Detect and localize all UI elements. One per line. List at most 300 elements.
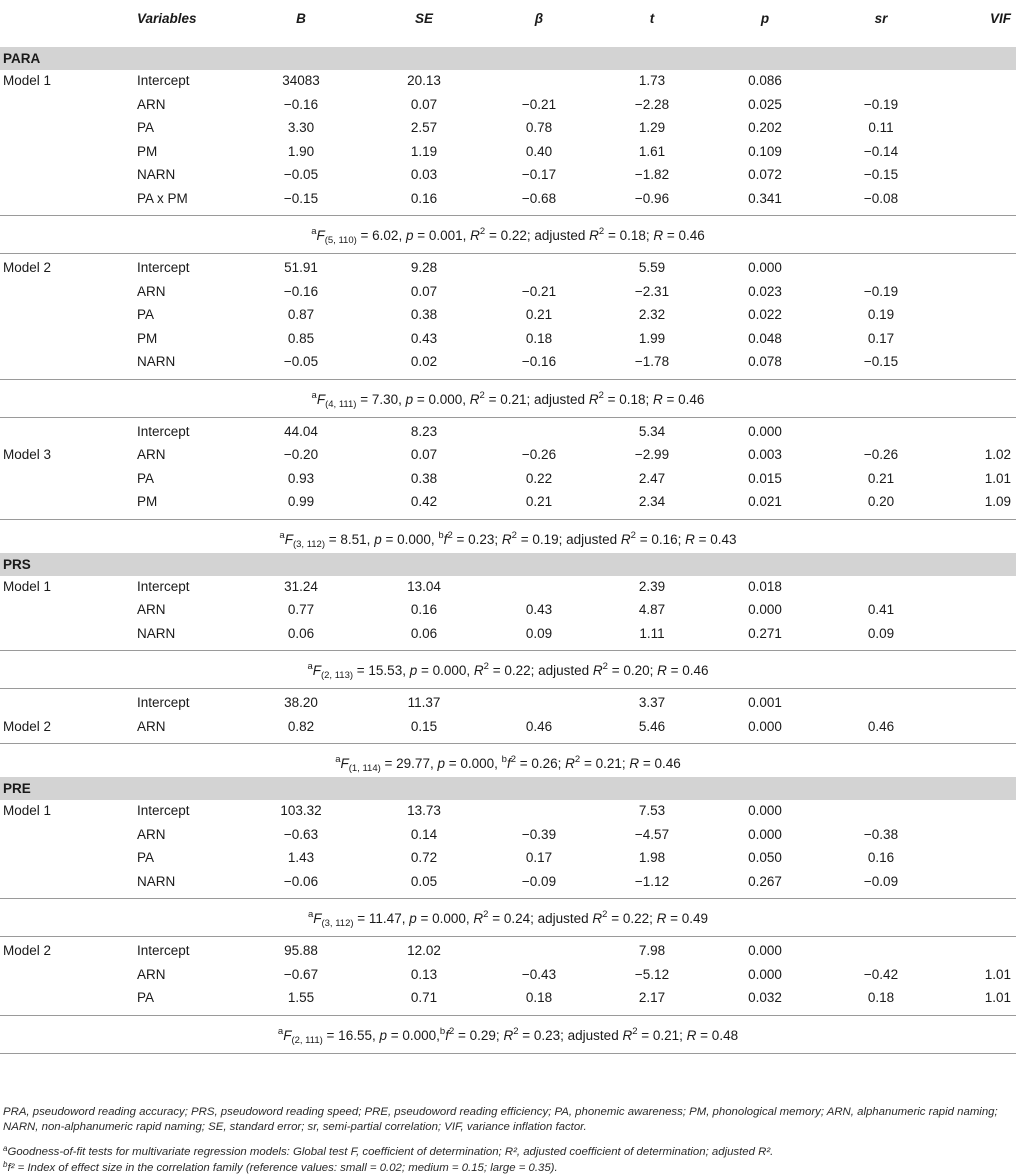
header-b: B [296, 11, 306, 26]
table-row [0, 164, 1016, 187]
cell-se: 0.42 [410, 494, 438, 509]
header-p: p [760, 11, 770, 26]
cell-se: 0.72 [410, 850, 438, 865]
cell-b: 0.99 [287, 494, 315, 509]
cell-vif: 1.01 [984, 990, 1011, 1005]
stat-symbol: R [588, 391, 599, 407]
cell-t: 7.53 [638, 803, 666, 818]
cell-se: 11.37 [407, 695, 441, 710]
cell-variable: ARN [137, 283, 166, 299]
stat-symbol: R [622, 1027, 633, 1043]
header-sr: sr [874, 11, 888, 26]
superscript: 2 [630, 529, 636, 541]
cell-p: 0.032 [748, 990, 782, 1005]
table-row [0, 281, 1016, 304]
divider-line [0, 417, 1016, 418]
superscript: 2 [574, 754, 581, 765]
cell-se: 0.03 [410, 167, 438, 182]
cell-se: 0.02 [410, 354, 438, 369]
superscript: 2 [510, 754, 516, 765]
stat-symbol: R [469, 391, 480, 407]
stat-symbol: R [686, 1027, 697, 1043]
table-row [0, 351, 1016, 374]
divider-line [0, 519, 1016, 520]
footnote-a: $^a$Goodness-of-fit tests for multivariate regression models: Global test F, coefficient of determination; R², adjusted coefficient of determination; adjusted R². [3, 1144, 774, 1158]
cell-variable: PM [137, 330, 158, 346]
footnote-mark: a [307, 909, 314, 920]
cell-b: 34083 [282, 73, 320, 88]
cell-p: 0.000 [748, 966, 782, 982]
table-row [0, 847, 1016, 870]
table-row [0, 328, 1016, 351]
cell-beta: 0.21 [525, 494, 553, 509]
table-row [0, 716, 1016, 739]
cell-se: 20.13 [407, 73, 441, 88]
cell-variable: PA [137, 470, 155, 486]
superscript: 2 [483, 909, 489, 920]
cell-t: 4.87 [638, 602, 666, 617]
cell-t: 7.98 [638, 943, 666, 958]
cell-p: 0.050 [748, 850, 782, 865]
cell-t: −1.12 [634, 873, 670, 889]
cell-p: 0.025 [748, 96, 782, 112]
cell-beta: −0.21 [521, 283, 557, 299]
cell-b: −0.05 [283, 167, 319, 182]
cell-b: −0.63 [283, 826, 319, 842]
cell-b: 31.24 [284, 578, 318, 594]
cell-variable: PA [137, 990, 155, 1005]
cell-beta: 0.18 [525, 330, 553, 346]
cell-sr: 0.41 [867, 602, 895, 617]
cell-sr: −0.38 [863, 826, 899, 842]
table-row [0, 188, 1016, 211]
cell-se: 13.04 [407, 578, 441, 594]
divider-line [0, 253, 1016, 254]
stat-symbol: F [316, 391, 326, 407]
stat-symbol: p [405, 228, 414, 243]
fit-statistics: $^aF_{(1, 114)} = 29.77$, p = 0.000, $^bf^2 = 0.26$; $R^2 = 0.21$; R = 0.46 [335, 754, 681, 774]
superscript: 2 [448, 1025, 455, 1037]
cell-b: −0.16 [283, 283, 319, 299]
superscript: 2 [598, 226, 605, 237]
superscript: 2 [602, 661, 608, 672]
section-label: PRS [3, 556, 31, 572]
cell-b: 103.32 [280, 803, 322, 818]
section-label: PARA [3, 51, 41, 66]
cell-beta: −0.21 [521, 96, 557, 112]
stat-symbol: R [653, 391, 663, 407]
model-label: Model 1 [3, 803, 52, 818]
fit-statistics: $^aF_{(4, 111)} = 7.30$, p = 0.000, $R^2 = 0.21$; adjusted $R^2 = 0.18$; R = 0.46 [311, 389, 705, 410]
cell-se: 8.23 [410, 423, 438, 439]
cell-variable: Intercept [137, 803, 190, 818]
section-header [0, 47, 1016, 70]
cell-variable: ARN [137, 447, 166, 462]
cell-se: 0.16 [410, 190, 438, 206]
cell-beta: −0.43 [521, 966, 557, 982]
fit-df: (4, 111) [325, 398, 357, 410]
stat-symbol: R [656, 911, 667, 926]
table-row [0, 257, 1016, 280]
cell-t: 5.34 [638, 423, 666, 439]
cell-variable: PA [137, 307, 155, 322]
cell-p: 0.341 [748, 190, 782, 206]
cell-sr: −0.09 [863, 873, 899, 889]
cell-p: 0.086 [748, 73, 782, 88]
stat-symbol: R [685, 531, 695, 547]
cell-t: 1.99 [638, 330, 666, 346]
model-label: Model 1 [3, 73, 52, 88]
table-row [0, 940, 1016, 963]
stat-symbol: R [589, 228, 599, 243]
cell-p: 0.000 [748, 718, 782, 734]
stat-symbol: R [501, 531, 512, 547]
cell-p: 0.000 [748, 803, 782, 818]
header-variables: Variables [137, 11, 197, 26]
cell-sr: 0.18 [867, 990, 895, 1005]
superscript: 2 [513, 1025, 519, 1037]
cell-p: 0.023 [748, 283, 782, 299]
fit-statistics: $^aF_{(2, 111)} = 16.55$, $p = 0.000,^bf^2 = 0.29$; $R^2 = 0.23$; adjusted $R^2 = 0.21$; R = 0.48 [277, 1025, 739, 1046]
cell-beta: 0.17 [525, 850, 553, 865]
cell-p: 0.000 [748, 826, 782, 842]
cell-se: 0.06 [410, 625, 438, 641]
cell-se: 0.14 [410, 826, 438, 842]
footnote-mark: a [277, 1025, 284, 1037]
cell-b: −0.06 [283, 873, 319, 889]
cell-vif: 1.09 [984, 494, 1011, 509]
cell-sr: −0.19 [863, 96, 899, 112]
cell-beta: 0.46 [525, 718, 553, 734]
fit-df: (3, 112) [321, 918, 354, 929]
table-row [0, 800, 1016, 823]
superscript: 2 [598, 389, 604, 401]
cell-p: 0.000 [748, 423, 782, 439]
cell-sr: 0.21 [867, 470, 895, 486]
cell-se: 0.38 [410, 470, 438, 486]
stat-symbol: R [620, 531, 631, 547]
superscript: 2 [447, 529, 453, 541]
footnote-abbreviations: PRA, pseudoword reading accuracy; PRS, pseudoword reading speed; PRE, pseudoword reading efficiency; PA, phonemic awareness; PM, phonological memory; ARN, alphanumeric rapid naming; NARN, non-alphanumeric rapid naming; SE, standard error; sr, semi-partial correlation; VIF, variance inflation factor. [3, 1106, 998, 1133]
cell-b: 1.43 [287, 850, 315, 865]
cell-t: 2.47 [638, 470, 666, 486]
cell-t: 1.29 [638, 120, 666, 135]
cell-b: 0.85 [287, 330, 315, 346]
cell-beta: 0.40 [525, 143, 553, 159]
cell-p: 0.078 [748, 354, 782, 369]
divider-line [0, 743, 1016, 744]
cell-sr: 0.46 [867, 718, 895, 734]
cell-t: 5.59 [638, 260, 666, 275]
divider-line [0, 1015, 1016, 1016]
stat-symbol: F [316, 228, 325, 243]
table-row [0, 117, 1016, 140]
model-label: Model 2 [3, 943, 52, 958]
cell-beta: 0.78 [525, 120, 553, 135]
cell-p: 0.072 [748, 167, 782, 182]
fit-df: (2, 113) [320, 670, 354, 681]
cell-b: 95.88 [284, 943, 318, 958]
section-label: PRE [3, 781, 31, 796]
footnote-mark: b [501, 754, 507, 765]
cell-sr: 0.16 [867, 850, 895, 865]
fit-statistics: $^aF_{(3, 112)} = 11.47$, p = 0.000, $R^2 = 0.24$; adjusted $R^2 = 0.22$; R = 0.49 [307, 909, 709, 929]
header-se: SE [414, 11, 434, 26]
stat-symbol: R [629, 756, 640, 771]
cell-sr: 0.20 [867, 494, 895, 509]
cell-p: 0.000 [748, 260, 782, 275]
cell-sr: 0.19 [867, 307, 895, 322]
cell-sr: −0.08 [863, 190, 899, 206]
cell-variable: ARN [137, 826, 166, 842]
cell-se: 2.57 [410, 120, 438, 135]
divider-line [0, 1053, 1016, 1054]
fit-df: (3, 112) [292, 538, 326, 550]
superscript: 2 [511, 529, 517, 541]
fit-statistics: $^aF_{(5, 110)} = 6.02$, p = 0.001, $R^2 = 0.22$; adjusted $R^2 = 0.18$; R = 0.46 [311, 226, 705, 246]
model-label: Model 1 [3, 578, 52, 594]
table-header [0, 0, 1016, 38]
cell-variable: Intercept [137, 695, 190, 710]
stat-symbol: F [312, 663, 321, 678]
model-label: Model 2 [3, 260, 52, 275]
stat-symbol: p [409, 911, 417, 926]
header-beta: β [534, 11, 544, 26]
footnote-mark: a [279, 529, 285, 541]
cell-se: 0.07 [410, 447, 438, 462]
stat-symbol: p [437, 756, 445, 771]
cell-variable: NARN [137, 354, 176, 369]
cell-t: 2.39 [638, 578, 666, 594]
superscript: 2 [602, 909, 608, 920]
cell-p: 0.021 [748, 494, 782, 509]
cell-t: 1.11 [639, 625, 665, 641]
stat-symbol: R [503, 1027, 514, 1043]
table-row [0, 491, 1016, 514]
stat-symbol: R [473, 911, 484, 926]
cell-variable: PM [137, 143, 158, 159]
fit-statistics: $^aF_{(3, 112)} = 8.51$, p = 0.000, $^bf^2 = 0.23$; $R^2 = 0.19$; adjusted $R^2 = 0.16$; R = 0.43 [279, 529, 737, 550]
cell-t: −0.96 [634, 190, 670, 206]
cell-se: 0.71 [410, 990, 438, 1005]
cell-b: 44.04 [284, 423, 318, 439]
cell-variable: ARN [137, 718, 166, 734]
cell-variable: Intercept [137, 260, 190, 275]
table-row [0, 576, 1016, 599]
stat-symbol: p [374, 531, 382, 547]
fit-df: (1, 114) [348, 763, 381, 774]
cell-variable: ARN [137, 966, 166, 982]
fit-statistics: $^aF_{(2, 113)} = 15.53$, p = 0.000, $R^2 = 0.22$; adjusted $R^2 = 0.20$; R = 0.46 [307, 661, 709, 681]
table-row [0, 304, 1016, 327]
cell-beta: −0.39 [521, 826, 557, 842]
cell-beta: −0.26 [521, 447, 557, 462]
stat-symbol: p [409, 663, 418, 678]
cell-b: 1.55 [287, 990, 315, 1005]
cell-t: −5.12 [634, 966, 670, 982]
stat-symbol: F [340, 756, 349, 771]
cell-variable: PA [137, 120, 155, 135]
cell-b: −0.16 [283, 96, 319, 112]
table-row [0, 599, 1016, 622]
table-row [0, 468, 1016, 491]
cell-vif: 1.01 [984, 470, 1011, 486]
cell-variable: Intercept [137, 943, 190, 958]
cell-t: 5.46 [638, 718, 666, 734]
table-row [0, 70, 1016, 93]
cell-p: 0.000 [748, 602, 782, 617]
stat-symbol: R [653, 228, 664, 243]
cell-variable: NARN [137, 167, 176, 182]
cell-t: −2.31 [634, 283, 670, 299]
fit-df: (2, 111) [291, 1034, 323, 1046]
cell-b: 1.90 [287, 143, 315, 159]
cell-beta: −0.17 [521, 167, 557, 182]
stat-symbol: p [379, 1027, 387, 1043]
cell-p: 0.018 [748, 578, 782, 594]
table-row [0, 692, 1016, 715]
cell-sr: −0.42 [863, 966, 899, 982]
table-row [0, 141, 1016, 164]
cell-t: 2.34 [638, 494, 666, 509]
footnote-mark: a [311, 389, 317, 401]
cell-se: 0.43 [410, 330, 438, 346]
table-row [0, 94, 1016, 117]
stat-symbol: R [565, 756, 575, 771]
divider-line [0, 379, 1016, 380]
section-header [0, 553, 1016, 576]
footnote-b: $^b$f² = Index of effect size in the correlation family (reference values: small = 0.02; medium = 0.15; large = 0.35). [3, 1160, 558, 1174]
fit-df: (5, 110) [324, 235, 357, 246]
footnote-mark: a [335, 754, 341, 765]
cell-se: 0.07 [410, 283, 438, 299]
cell-p: 0.048 [748, 330, 782, 346]
footnote-mark: b [439, 1025, 446, 1037]
cell-t: 1.98 [638, 850, 666, 865]
footnote-mark: b [438, 529, 444, 541]
cell-sr: −0.15 [863, 354, 899, 369]
cell-sr: −0.26 [863, 447, 899, 462]
cell-p: 0.000 [748, 943, 782, 958]
cell-variable: NARN [137, 873, 176, 889]
cell-p: 0.267 [748, 873, 782, 889]
stat-symbol: R [592, 663, 603, 678]
cell-b: 38.20 [284, 695, 318, 710]
cell-t: −1.82 [634, 167, 670, 182]
cell-beta: −0.16 [521, 354, 557, 369]
table-row [0, 871, 1016, 894]
cell-t: 2.17 [638, 990, 666, 1005]
cell-sr: 0.09 [867, 625, 895, 641]
table-row [0, 444, 1016, 467]
cell-b: 0.82 [287, 718, 315, 734]
cell-sr: −0.15 [863, 167, 899, 182]
stat-symbol: F [313, 911, 322, 926]
cell-variable: ARN [137, 602, 166, 617]
cell-variable: PA x PM [137, 190, 188, 206]
cell-b: 51.91 [284, 260, 318, 275]
cell-b: 3.30 [287, 120, 315, 135]
cell-p: 0.003 [748, 447, 782, 462]
cell-t: 2.32 [638, 307, 666, 322]
table-row [0, 964, 1016, 987]
footnote-mark: a [311, 226, 317, 237]
cell-t: 1.73 [638, 73, 666, 88]
table-row [0, 623, 1016, 646]
cell-t: 3.37 [638, 695, 666, 710]
superscript: 2 [632, 1025, 638, 1037]
cell-se: 13.73 [407, 803, 441, 818]
cell-p: 0.271 [748, 625, 782, 641]
cell-beta: 0.21 [525, 307, 553, 322]
divider-line [0, 898, 1016, 899]
cell-se: 12.02 [407, 943, 441, 958]
stat-symbol: f [443, 531, 448, 547]
cell-beta: 0.43 [525, 602, 553, 617]
cell-b: 0.77 [287, 602, 315, 617]
superscript: 2 [483, 661, 489, 672]
cell-variable: Intercept [137, 423, 190, 439]
cell-se: 0.38 [410, 307, 438, 322]
divider-line [0, 936, 1016, 937]
cell-variable: ARN [137, 96, 166, 112]
cell-se: 0.05 [410, 873, 438, 889]
superscript: 2 [479, 389, 485, 401]
model-label: Model 3 [3, 447, 52, 462]
cell-variable: Intercept [137, 73, 190, 88]
divider-line [0, 688, 1016, 689]
stat-symbol: R [657, 663, 667, 678]
cell-variable: NARN [137, 625, 176, 641]
superscript: 2 [479, 226, 486, 237]
cell-se: 0.13 [410, 966, 438, 982]
cell-b: 0.87 [287, 307, 315, 322]
cell-beta: −0.09 [521, 873, 557, 889]
table-row [0, 824, 1016, 847]
stat-symbol: p [405, 391, 414, 407]
stat-symbol: f [445, 1027, 449, 1043]
cell-se: 0.16 [410, 602, 438, 617]
cell-b: −0.20 [283, 447, 319, 462]
section-header [0, 777, 1016, 800]
cell-p: 0.022 [748, 307, 782, 322]
cell-b: −0.15 [283, 190, 319, 206]
cell-se: 0.07 [410, 96, 438, 112]
stat-symbol: R [592, 911, 603, 926]
cell-sr: 0.17 [867, 330, 895, 346]
header-vif: VIF [989, 11, 1011, 26]
header-t: t [649, 11, 655, 26]
cell-variable: PA [137, 850, 155, 865]
cell-t: −2.28 [634, 96, 670, 112]
divider-line [0, 650, 1016, 651]
table-row [0, 987, 1016, 1010]
cell-p: 0.202 [748, 120, 782, 135]
cell-variable: PM [137, 494, 158, 509]
stat-symbol: F [284, 531, 293, 547]
cell-t: −2.99 [634, 447, 670, 462]
stat-symbol: F [283, 1027, 292, 1043]
stat-symbol: R [473, 663, 484, 678]
cell-p: 0.109 [748, 143, 782, 159]
cell-b: −0.05 [283, 354, 319, 369]
stat-symbol: f [506, 756, 511, 771]
cell-se: 1.19 [410, 143, 438, 159]
cell-vif: 1.01 [984, 966, 1011, 982]
cell-b: 0.06 [287, 625, 315, 641]
stat-symbol: R [470, 228, 480, 243]
cell-sr: −0.19 [863, 283, 899, 299]
